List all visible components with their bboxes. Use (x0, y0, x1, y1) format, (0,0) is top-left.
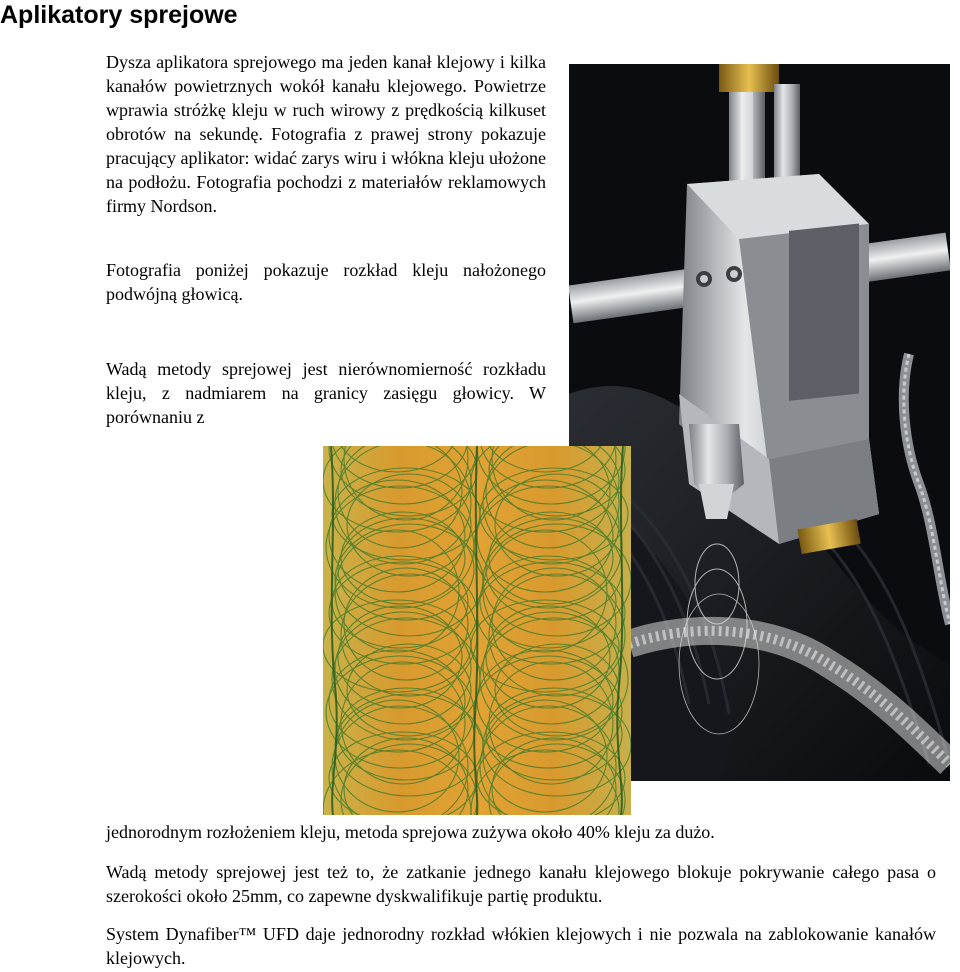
adhesive-pattern-photo (323, 446, 631, 815)
paragraph-disadvantage-start: Wadą metody sprejowej jest nierównomierność rozkładu kleju, z nadmiarem na granicy zasięgu głowicy. W porównaniu z (106, 359, 546, 427)
paragraph-clogging: Wadą metody sprejowej jest też to, że zatkanie jednego kanału klejowego blokuje pokrywanie całego pasa o szerokości około 25mm, co zapewne dyskwalifikuje partię produktu. (106, 862, 936, 906)
paragraph-nozzle-description: Dysza aplikatora sprejowego ma jeden kanał klejowy i kilka kanałów powietrznych wokół kanału klejowego. Powietrze wprawia stróżkę kleju w ruch wirowy z prędkością kilkuset obrotów na sekundę. Fotografia z prawej strony pokazuje pracujący aplikator: widać zarys wiru i włókna kleju ułożone na podłożu. Fotografia pochodzi z materiałów reklamowych firmy Nordson. (106, 52, 546, 216)
paragraph-dynafiber: System Dynafiber™ UFD daje jednorodny rozkład włókien klejowych i nie pozwala na zablokowanie kanałów klejowych. (106, 924, 936, 968)
paragraph-disadvantage-end: jednorodnym rozłożeniem kleju, metoda sprejowa zużywa około 40% kleju za dużo. (106, 822, 715, 842)
page-title: Aplikatory sprejowe (0, 1, 238, 29)
paragraph-photo-below: Fotografia poniżej pokazuje rozkład kleju nałożonego podwójną głowicą. (106, 260, 546, 304)
